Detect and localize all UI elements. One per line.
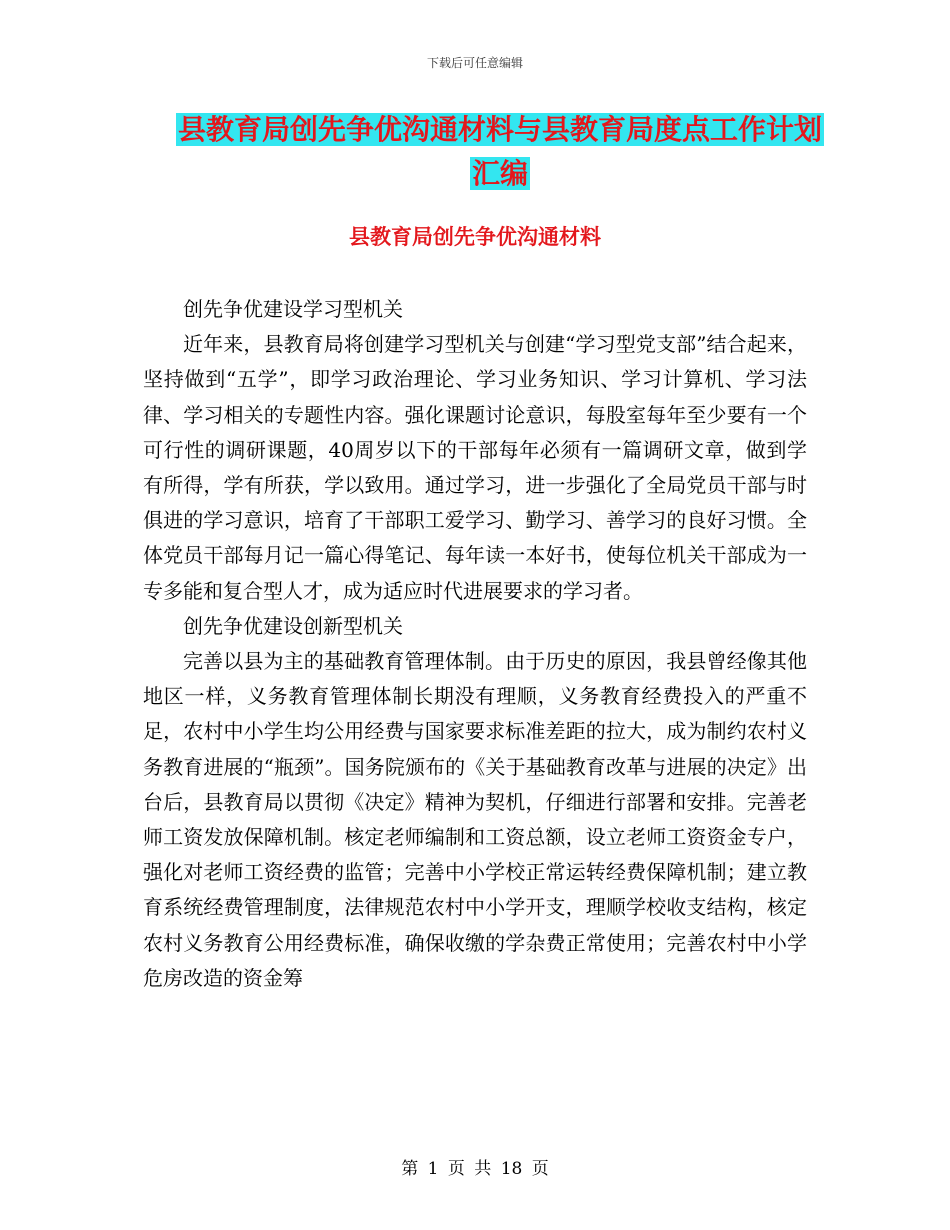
paragraph-innovative-organ: 完善以县为主的基础教育管理体制。由于历史的原因，我县曾经像其他地区一样，义务教育管理体制长期没有理顺，义务教育经费投入的严重不足，农村中小学生均公用经费与国家要求标准差距的拉大，成为制约农村义务教育进展的“瓶颈”。国务院颁布的《关于基础教育改革与进展的决定》出台后，县教育局以贯彻《决定》精神为契机，仔细进行部署和安排。完善老师工资发放保障机制。核定老师编制和工资总额，设立老师工资资金专户，强化对老师工资经费的监管；完善中小学校正常运转经费保障机制；建立教育系统经费管理制度，法律规范农村中小学开支，理顺学校收支结构，核定农村义务教育公用经费标准，确保收缴的学杂费正常使用；完善农村中小学危房改造的资金筹 <box>143 649 807 990</box>
subheading-innovative-organ: 创先争优建设创新型机关 <box>183 613 403 638</box>
page-header-note: 下载后可任意编辑 <box>426 56 523 70</box>
document-body <box>143 292 807 996</box>
document-title <box>140 108 860 196</box>
page-number-footer: 第 1 页 共 18 页 <box>401 1159 549 1179</box>
paragraph-learning-organ: 近年来，县教育局将创建学习型机关与创建“学习型党支部”结合起来，坚持做到“五学”，即学习政治理论、学习业务知识、学习计算机、学习法律、学习相关的专题性内容。强化课题讨论意识，每股室每年至少要有一个可行性的调研课题，40周岁以下的干部每年必须有一篇调研文章，做到学有所得，学有所获，学以致用。通过学习，进一步强化了全局党员干部与时俱进的学习意识，培育了干部职工爱学习、勤学习、善学习的良好习惯。全体党员干部每月记一篇心得笔记、每年读一本好书，使每位机关干部成为一专多能和复合型人才，成为适应时代进展要求的学习者。 <box>143 332 807 603</box>
document-title-line-2: 汇编 <box>471 157 528 190</box>
document-title-line-1: 县教育局创先争优沟通材料与县教育局度点工作计划 <box>177 113 822 146</box>
subheading-learning-organ: 创先争优建设学习型机关 <box>183 297 403 321</box>
section-title: 县教育局创先争优沟通材料 <box>349 224 601 249</box>
